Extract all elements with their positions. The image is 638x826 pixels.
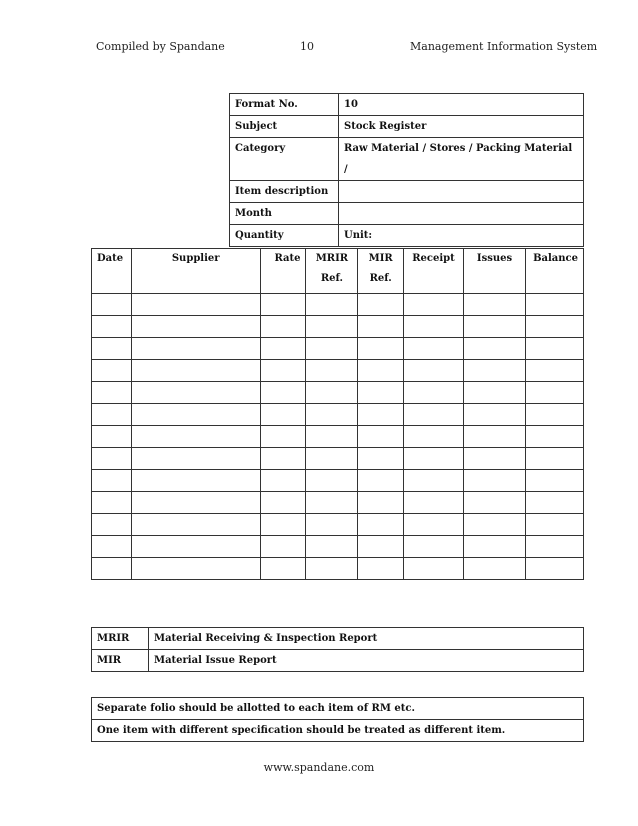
format-row xyxy=(230,116,584,138)
register-empty-row xyxy=(92,294,584,316)
register-empty-cell xyxy=(358,404,404,426)
register-empty-cell xyxy=(306,338,358,360)
format-label-quantity: Quantity xyxy=(230,225,339,247)
register-empty-cell xyxy=(306,536,358,558)
register-empty-cell xyxy=(404,294,464,316)
format-label-item-description: Item description xyxy=(230,181,339,203)
register-empty-row xyxy=(92,470,584,492)
format-value-category: Raw Material / Stores / Packing Material / xyxy=(339,138,584,181)
register-empty-cell xyxy=(358,382,404,404)
register-empty-cell xyxy=(260,536,306,558)
register-empty-row xyxy=(92,492,584,514)
register-empty-cell xyxy=(358,514,404,536)
register-empty-cell xyxy=(526,558,584,580)
register-empty-cell xyxy=(92,536,132,558)
register-empty-cell xyxy=(260,426,306,448)
register-empty-row xyxy=(92,316,584,338)
abbreviation-mir: MIR xyxy=(92,650,149,672)
register-empty-cell xyxy=(92,514,132,536)
register-empty-cell xyxy=(358,492,404,514)
register-empty-cell xyxy=(464,470,526,492)
abbreviation-mrir-meaning: Material Receiving & Inspection Report xyxy=(149,628,584,650)
register-empty-cell xyxy=(464,338,526,360)
register-empty-cell xyxy=(526,404,584,426)
register-empty-cell xyxy=(358,294,404,316)
register-empty-cell xyxy=(92,558,132,580)
register-empty-cell xyxy=(526,514,584,536)
register-empty-row xyxy=(92,536,584,558)
register-empty-row xyxy=(92,448,584,470)
register-empty-cell xyxy=(404,514,464,536)
note-row xyxy=(92,720,584,742)
register-empty-cell xyxy=(131,492,260,514)
format-value-month xyxy=(339,203,584,225)
register-empty-cell xyxy=(404,360,464,382)
register-empty-cell xyxy=(306,558,358,580)
register-empty-cell xyxy=(306,382,358,404)
register-empty-cell xyxy=(131,514,260,536)
register-empty-row xyxy=(92,558,584,580)
register-empty-cell xyxy=(260,404,306,426)
register-empty-cell xyxy=(464,492,526,514)
register-empty-cell xyxy=(404,316,464,338)
register-empty-cell xyxy=(306,448,358,470)
register-empty-cell xyxy=(526,338,584,360)
abbreviation-table xyxy=(91,627,584,672)
register-empty-cell xyxy=(526,536,584,558)
register-empty-cell xyxy=(131,404,260,426)
register-empty-row xyxy=(92,514,584,536)
register-empty-cell xyxy=(260,294,306,316)
format-row xyxy=(230,138,584,181)
format-info-table xyxy=(229,93,584,247)
register-empty-cell xyxy=(306,470,358,492)
header-compiled-by: Compiled by Spandane xyxy=(96,40,225,53)
register-empty-cell xyxy=(260,470,306,492)
format-row xyxy=(230,203,584,225)
register-empty-cell xyxy=(358,558,404,580)
register-empty-cell xyxy=(260,514,306,536)
register-empty-cell xyxy=(404,536,464,558)
register-body xyxy=(92,294,584,580)
register-empty-cell xyxy=(358,316,404,338)
register-empty-cell xyxy=(92,470,132,492)
header-mir-ref xyxy=(358,249,404,294)
register-empty-cell xyxy=(526,426,584,448)
register-empty-cell xyxy=(260,360,306,382)
register-empty-cell xyxy=(260,338,306,360)
register-empty-cell xyxy=(306,316,358,338)
header-mir-line1: MIR xyxy=(368,253,393,264)
format-label-format-no: Format No. xyxy=(230,94,339,116)
register-empty-cell xyxy=(358,448,404,470)
header-balance: Balance xyxy=(526,249,584,294)
register-empty-cell xyxy=(92,492,132,514)
register-empty-cell xyxy=(92,426,132,448)
register-empty-cell xyxy=(92,338,132,360)
register-empty-cell xyxy=(526,492,584,514)
register-empty-cell xyxy=(131,558,260,580)
format-label-subject: Subject xyxy=(230,116,339,138)
register-empty-cell xyxy=(306,404,358,426)
format-value-format-no: 10 xyxy=(339,94,584,116)
header-mrir-line2: Ref. xyxy=(320,273,343,284)
abbreviation-row xyxy=(92,650,584,672)
register-empty-cell xyxy=(404,448,464,470)
stock-register-table xyxy=(91,248,584,580)
header-mir-line2: Ref. xyxy=(369,273,392,284)
register-empty-cell xyxy=(404,492,464,514)
register-empty-cell xyxy=(464,448,526,470)
register-empty-cell xyxy=(131,382,260,404)
footer-website: www.spandane.com xyxy=(263,761,375,774)
header-receipt: Receipt xyxy=(404,249,464,294)
register-empty-cell xyxy=(464,426,526,448)
register-empty-cell xyxy=(404,338,464,360)
page-number: 10 xyxy=(300,40,314,53)
register-empty-cell xyxy=(260,448,306,470)
register-empty-cell xyxy=(358,426,404,448)
format-label-month: Month xyxy=(230,203,339,225)
register-empty-cell xyxy=(260,382,306,404)
register-empty-cell xyxy=(464,382,526,404)
note-row xyxy=(92,698,584,720)
register-empty-cell xyxy=(404,404,464,426)
register-empty-cell xyxy=(306,492,358,514)
register-empty-cell xyxy=(404,558,464,580)
register-empty-cell xyxy=(92,360,132,382)
header-mrir-ref xyxy=(306,249,358,294)
register-empty-cell xyxy=(131,338,260,360)
register-empty-cell xyxy=(131,536,260,558)
header-date: Date xyxy=(92,249,132,294)
register-empty-cell xyxy=(526,470,584,492)
register-empty-cell xyxy=(464,536,526,558)
register-empty-cell xyxy=(526,448,584,470)
notes-table xyxy=(91,697,584,742)
register-empty-cell xyxy=(404,382,464,404)
register-empty-cell xyxy=(464,404,526,426)
register-empty-cell xyxy=(92,294,132,316)
register-empty-cell xyxy=(306,514,358,536)
register-empty-cell xyxy=(131,426,260,448)
register-empty-cell xyxy=(306,426,358,448)
register-empty-cell xyxy=(131,316,260,338)
register-empty-cell xyxy=(358,360,404,382)
abbreviation-mrir: MRIR xyxy=(92,628,149,650)
format-value-subject: Stock Register xyxy=(339,116,584,138)
register-empty-cell xyxy=(526,316,584,338)
register-empty-cell xyxy=(358,338,404,360)
register-empty-row xyxy=(92,404,584,426)
header-issues: Issues xyxy=(464,249,526,294)
note-separate-folio: Separate folio should be allotted to each item of RM etc. xyxy=(92,698,584,720)
format-row xyxy=(230,225,584,247)
register-empty-cell xyxy=(260,558,306,580)
register-header-row xyxy=(92,249,584,294)
abbreviation-mir-meaning: Material Issue Report xyxy=(149,650,584,672)
register-empty-cell xyxy=(526,382,584,404)
register-empty-cell xyxy=(358,536,404,558)
register-empty-cell xyxy=(464,294,526,316)
register-empty-row xyxy=(92,338,584,360)
register-empty-cell xyxy=(260,492,306,514)
register-empty-cell xyxy=(131,470,260,492)
register-empty-cell xyxy=(131,360,260,382)
register-empty-cell xyxy=(464,316,526,338)
register-empty-cell xyxy=(358,470,404,492)
register-empty-cell xyxy=(92,316,132,338)
register-empty-cell xyxy=(92,404,132,426)
register-empty-cell xyxy=(92,382,132,404)
register-empty-row xyxy=(92,382,584,404)
register-empty-cell xyxy=(464,360,526,382)
header-mrir-line1: MRIR xyxy=(315,253,349,264)
register-empty-cell xyxy=(131,294,260,316)
register-empty-cell xyxy=(404,426,464,448)
header-document-title: Management Information System xyxy=(410,40,598,53)
register-empty-cell xyxy=(526,360,584,382)
format-label-category: Category xyxy=(230,138,339,181)
header-rate: Rate xyxy=(260,249,306,294)
note-different-specification: One item with different specification should be treated as different item. xyxy=(92,720,584,742)
register-empty-cell xyxy=(306,360,358,382)
format-row xyxy=(230,181,584,203)
format-row xyxy=(230,94,584,116)
register-empty-cell xyxy=(404,470,464,492)
register-empty-cell xyxy=(464,514,526,536)
register-empty-row xyxy=(92,426,584,448)
register-empty-cell xyxy=(92,448,132,470)
abbreviation-row xyxy=(92,628,584,650)
register-empty-cell xyxy=(526,294,584,316)
format-value-item-description xyxy=(339,181,584,203)
format-value-quantity: Unit: xyxy=(339,225,584,247)
register-empty-cell xyxy=(260,316,306,338)
header-supplier: Supplier xyxy=(131,249,260,294)
register-empty-cell xyxy=(306,294,358,316)
register-empty-row xyxy=(92,360,584,382)
register-empty-cell xyxy=(131,448,260,470)
register-empty-cell xyxy=(464,558,526,580)
